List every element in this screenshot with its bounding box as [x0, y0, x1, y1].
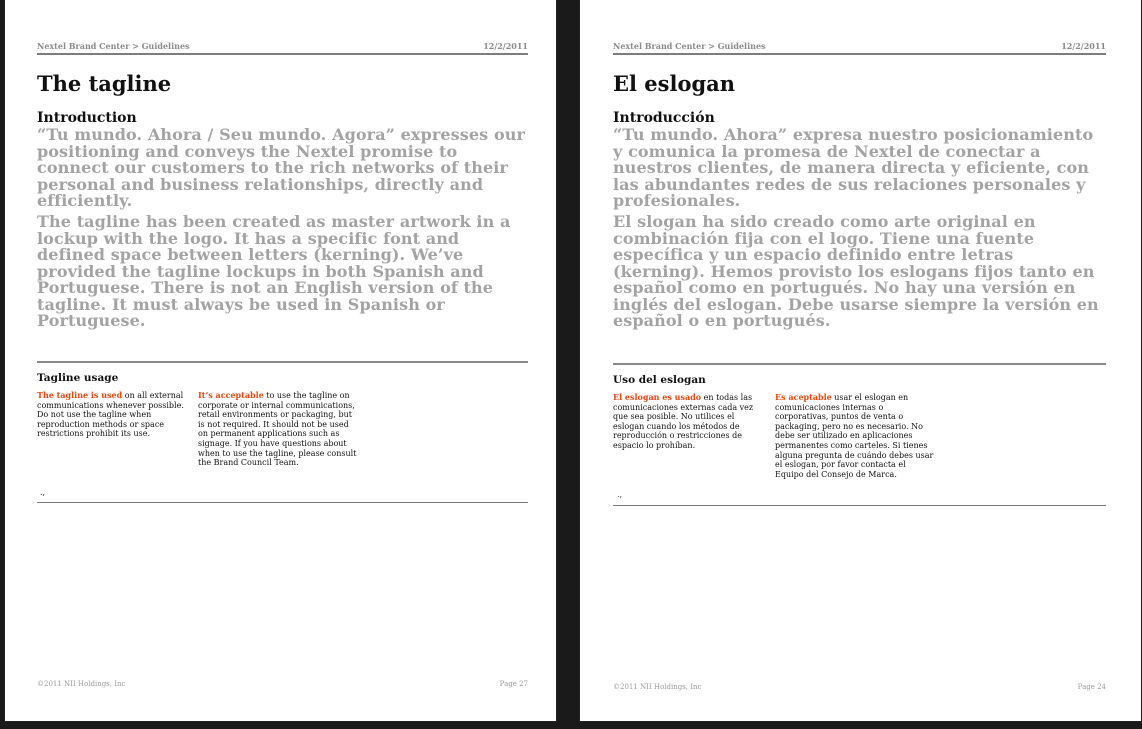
breadcrumb[interactable]: Nextel Brand Center > Guidelines [613, 41, 766, 51]
page-title: The tagline [37, 71, 172, 96]
page-number: Page 27 [499, 680, 528, 688]
intro-paragraph-2: El slogan ha sido creado como arte original en combinación fija con el logo. Tiene una fuente específica y un espacio definido entre letras (kerning). Hemos provisto los eslogans fijos tanto en español como en portugués. No hay una versión en inglés del eslogan. Debe usarse siempre la versión en español o en portugués. [613, 212, 1099, 330]
section-end-divider [613, 505, 1106, 506]
header-date: 12/2/2011 [1061, 41, 1106, 51]
copyright: ©2011 NII Holdings, Inc [613, 683, 702, 691]
usage-heading: Tagline usage [37, 372, 119, 384]
intro-paragraph-1: “Tu mundo. Ahora” expresa nuestro posicionamiento y comunica la promesa de Nextel de conectar a nuestros clientes, de manera directa y eficiente, con las abundantes redes de sus relaciones personales y profesionales. [613, 125, 1094, 210]
usage-column-2 [198, 391, 360, 468]
section-divider [37, 361, 528, 363]
page-footer [613, 683, 1106, 695]
header-divider [37, 53, 528, 55]
usage-column-2-lead: It’s acceptable [198, 390, 264, 400]
usage-column-1-lead: El eslogan es usado [613, 392, 702, 402]
usage-column-2-text: usar el eslogan en comunicaciones internas o corporativas, puntos de venta o packaging, pero no es necesario. No debe ser utilizado en aplicaciones permanentes como carteles. Si tienes alguna pregunta de cuándo debes usar el eslogan, por favor contacta el Equipo del Consejo de Marca. [775, 393, 934, 479]
intro-paragraph-2: The tagline has been created as master artwork in a lockup with the logo. It has a specific font and defined space between letters (kerning). We’ve provided the tagline lockups in both Spanish and Portuguese. There is not an English version of the tagline. It must always be used in Spanish or Portuguese. [37, 212, 511, 330]
intro-heading: Introducción [613, 110, 715, 126]
page-header [37, 37, 528, 51]
usage-column-1-lead: The tagline is used [37, 390, 123, 400]
page-number: Page 24 [1077, 683, 1106, 691]
intro-heading: Introduction [37, 110, 137, 126]
page-header [613, 37, 1106, 51]
section-end-divider [37, 502, 528, 503]
usage-column-1-text: on all external communications whenever possible. Do not use the tagline when reproduction methods or space restrictions prohibit its use. [37, 391, 184, 439]
stray-mark: ., [617, 490, 623, 499]
header-date: 12/2/2011 [483, 41, 528, 51]
usage-heading: Uso del eslogan [613, 374, 706, 386]
usage-column-1-text: en todas las comunicaciones externas cada vez que sea posible. No utilices el eslogan cuando los métodos de reproducción o restricciones de espacio lo prohíban. [613, 393, 754, 450]
usage-column-1 [37, 391, 191, 439]
usage-column-1 [613, 393, 763, 451]
section-divider [613, 363, 1106, 365]
document-page-right [579, 0, 1142, 722]
stray-mark: ., [40, 488, 46, 497]
breadcrumb[interactable]: Nextel Brand Center > Guidelines [37, 41, 190, 51]
document-page-left [4, 0, 557, 722]
page-title: El eslogan [613, 71, 736, 96]
page-footer [37, 680, 528, 692]
header-divider [613, 53, 1106, 55]
usage-column-2 [775, 393, 935, 479]
copyright: ©2011 NII Holdings, Inc [37, 680, 126, 688]
usage-column-2-text: to use the tagline on corporate or internal communications, retail environments or packaging, but is not required. It should not be used on permanent applications such as signage. If you have questions about when to use the tagline, please consult the Brand Council Team. [198, 391, 357, 468]
intro-paragraph-1: “Tu mundo. Ahora / Seu mundo. Agora” expresses our positioning and conveys the Nextel promise to connect our customers to the rich networks of their personal and business relationships, directly and efficiently. [37, 125, 525, 210]
usage-column-2-lead: Es aceptable [775, 392, 832, 402]
